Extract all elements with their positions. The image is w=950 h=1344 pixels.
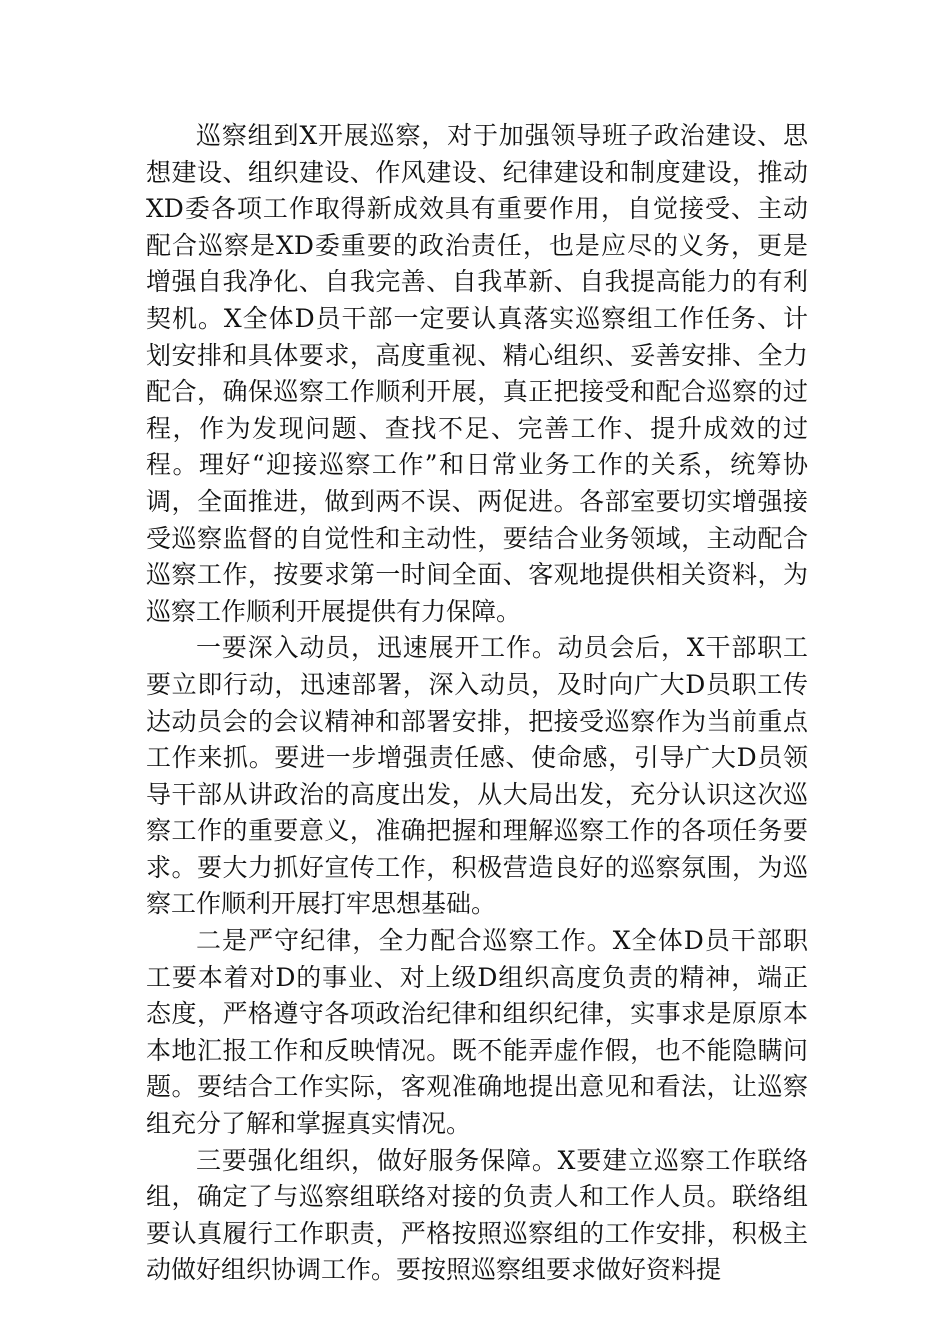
paragraph-intro: 巡察组到X开展巡察，对于加强领导班子政治建设、思想建设、组织建设、作风建设、纪律建设和制度建设，推动XD委各项工作取得新成效具有重要作用，自觉接受、主动配合巡察是XD委重要的政治责任，也是应尽的义务，更是增强自我净化、自我完善、自我革新、自我提高能力的有利契机。X全体D员干部一定要认真落实巡察组工作任务、计划安排和具体要求，高度重视、精心组织、妥善安排、全力配合，确保巡察工作顺利开展，真正把接受和配合巡察的过程，作为发现问题、查找不足、完善工作、提升成效的过程。理好“迎接巡察工作”和日常业务工作的关系，统筹协调，全面推进，做到两不误、两促进。各部室要切实增强接受巡察监督的自觉性和主动性，要结合业务领域，主动配合巡察工作，按要求第一时间全面、客观地提供相关资料，为巡察工作顺利开展提供有力保障。 [146,121,808,626]
document-body [146,118,808,1289]
paragraph-mobilize: 一要深入动员，迅速展开工作。动员会后，X干部职工要立即行动，迅速部署，深入动员，及时向广大D员职工传达动员会的会议精神和部署安排，把接受巡察作为当前重点工作来抓。要进一步增强责任感、使命感，引导广大D员领导干部从讲政治的高度出发，从大局出发，充分认识这次巡察工作的重要意义，准确把握和理解巡察工作的各项任务要求。要大力抓好宣传工作，积极营造良好的巡察氛围，为巡察工作顺利开展打牢思想基础。 [146,633,808,919]
paragraph-discipline: 二是严守纪律，全力配合巡察工作。X全体D员干部职工要本着对D的事业、对上级D组织高度负责的精神，端正态度，严格遵守各项政治纪律和组织纪律，实事求是原原本本地汇报工作和反映情况。既不能弄虚作假，也不能隐瞒问题。要结合工作实际，客观准确地提出意见和看法，让巡察组充分了解和掌握真实情况。 [146,926,808,1139]
paragraph-organization: 三要强化组织，做好服务保障。X要建立巡察工作联络组，确定了与巡察组联络对接的负责人和工作人员。联络组要认真履行工作职责，严格按照巡察组的工作安排，积极主动做好组织协调工作。要按照巡察组要求做好资料提 [146,1145,808,1285]
